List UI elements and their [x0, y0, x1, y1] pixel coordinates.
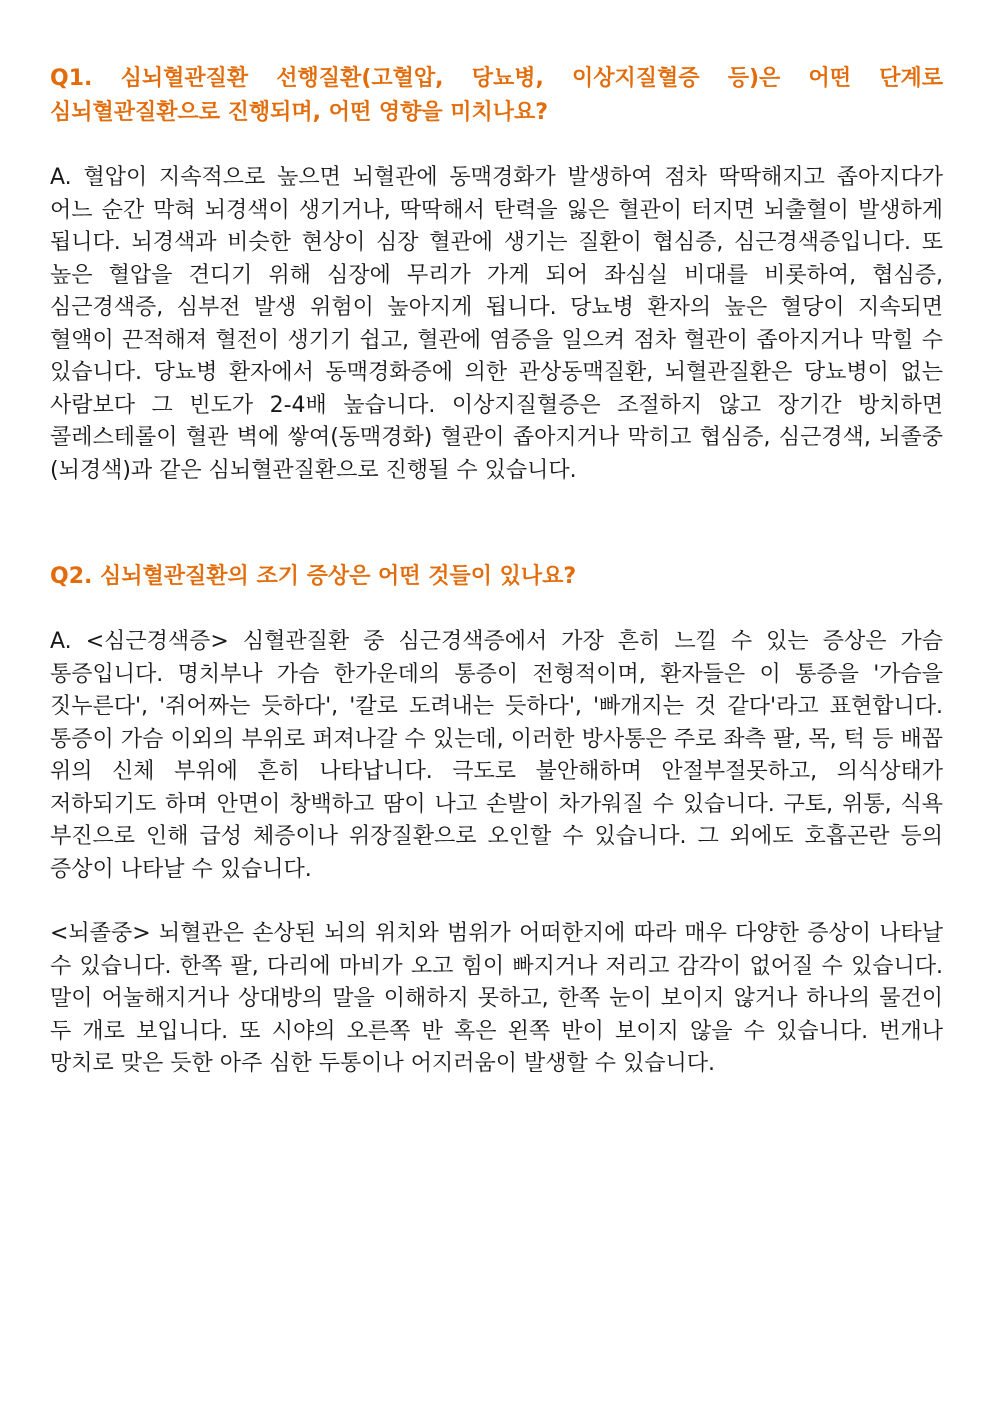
answer-paragraph: A. <심근경색증> 심혈관질환 중 심근경색증에서 가장 흔히 느낄 수 있는 증상은 가슴 통증입니다. 명치부나 가슴 한가운데의 통증이 전형적이며, 환자들은 이 통증을 '가슴을 짓누른다', '쥐어짜는 듯하다', '칼로 도려내는 듯하다', '빠개지는 것 같다'라고 표현합니다. 통증이 가슴 이외의 부위로 퍼져나갈 수 있는데, 이러한 방사통은 주로 좌측 팔, 목, 턱 등 배꼽 위의 신체 부위에 흔히 나타납니다. 극도로 불안해하며 안절부절못하고, 의식상태가 저하되기도 하며 안면이 창백하고 땀이 나고 손발이 차가워질 수 있습니다. 구토, 위통, 식욕 부진으로 인해 급성 체증이나 위장질환으로 오인할 수 있습니다. 그 외에도 호흡곤란 등의 증상이 나타날 수 있습니다.: [50, 629, 943, 882]
answer-paragraph: <뇌졸중> 뇌혈관은 손상된 뇌의 위치와 범위가 어떠한지에 따라 매우 다양한 증상이 나타날 수 있습니다. 한쪽 팔, 다리에 마비가 오고 힘이 빠지거나 저리고 감각이 없어질 수 있습니다. 말이 어눌해지거나 상대방의 말을 이해하지 못하고, 한쪽 눈이 보이지 않거나 하나의 물건이 두 개로 보입니다. 또 시야의 오른쪽 반 혹은 왼쪽 반이 보이지 않을 수 있습니다. 번개나 망치로 맞은 듯한 아주 심한 두통이나 어지러움이 발생할 수 있습니다.: [50, 921, 943, 1076]
question-heading: Q1. 심뇌혈관질환 선행질환(고혈압, 당뇨병, 이상지질혈증 등)은 어떤 단계로 심뇌혈관질환으로 진행되며, 어떤 영향을 미치나요?: [50, 66, 943, 125]
faq-section-q1: [50, 62, 943, 487]
answer-paragraph: A. 혈압이 지속적으로 높으면 뇌혈관에 동맥경화가 발생하여 점차 딱딱해지고 좁아지다가 어느 순간 막혀 뇌경색이 생기거나, 딱딱해서 탄력을 잃은 혈관이 터지면 뇌출혈이 발생하게 됩니다. 뇌경색과 비슷한 현상이 심장 혈관에 생기는 질환이 협심증, 심근경색증입니다. 또 높은 혈압을 견디기 위해 심장에 무리가 가게 되어 좌심실 비대를 비롯하여, 협심증, 심근경색증, 심부전 발생 위험이 높아지게 됩니다. 당뇨병 환자의 높은 혈당이 지속되면 혈액이 끈적해져 혈전이 생기기 쉽고, 혈관에 염증을 일으켜 점차 혈관이 좁아지거나 막힐 수 있습니다. 당뇨병 환자에서 동맥경화증에 의한 관상동맥질환, 뇌혈관질환은 당뇨병이 없는 사람보다 그 빈도가 2-4배 높습니다. 이상지질혈증은 조절하지 않고 장기간 방치하면 콜레스테롤이 혈관 벽에 쌓여(동맥경화) 혈관이 좁아지거나 막히고 협심증, 심근경색, 뇌졸중(뇌경색)과 같은 심뇌혈관질환으로 진행될 수 있습니다.: [50, 165, 943, 483]
document-page: [50, 62, 943, 1081]
faq-section-q2: [50, 560, 943, 1081]
question-heading: Q2. 심뇌혈관질환의 조기 증상은 어떤 것들이 있나요?: [50, 564, 577, 589]
